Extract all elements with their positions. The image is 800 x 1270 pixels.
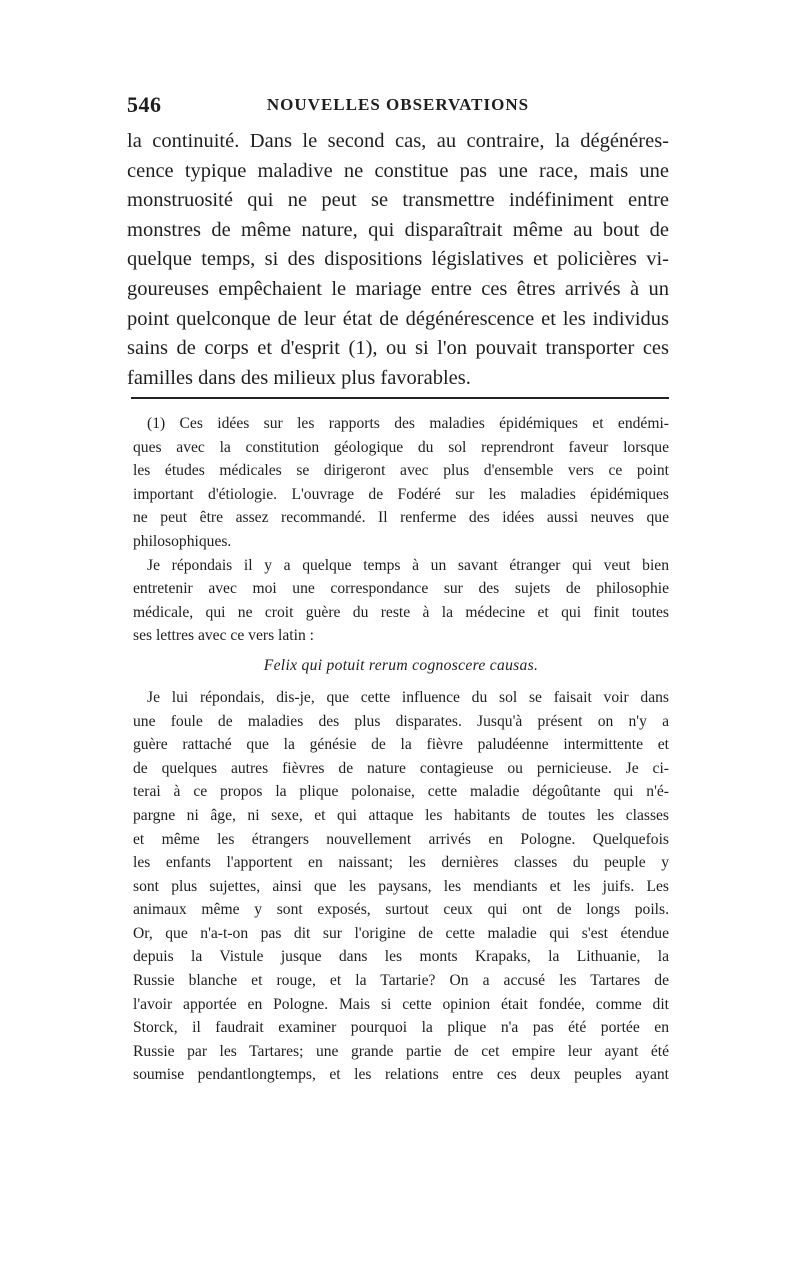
footnote-line: (1) Ces idées sur les rapports des maladies épidémiques et endémi- xyxy=(147,415,669,432)
footnote-line: animaux même y sont exposés, surtout ceux qui ont de longs poils. xyxy=(133,901,669,919)
latin-quote: Felix qui potuit rerum cognoscere causas. xyxy=(263,656,539,674)
footnote-line: Storck, il faudrait examiner pourquoi la plique n'a pas été portée en xyxy=(133,1019,669,1037)
body-line: cence typique maladive ne constitue pas une race, mais une xyxy=(127,159,669,182)
footnote-line: médicale, qui ne croit guère du reste à la médecine et qui finit toutes xyxy=(133,603,669,621)
footnote-line: ne peut être assez recommandé. Il renferme des idées aussi neuves que xyxy=(133,509,669,527)
footnote-line: depuis la Vistule jusque dans les monts Krapaks, la Lithuanie, la xyxy=(133,948,669,966)
footnote-line: Je répondais il y a quelque temps à un savant étranger qui veut bien xyxy=(147,556,669,574)
page-number: 546 xyxy=(127,92,162,117)
body-line: sains de corps et d'esprit (1), ou si l'on pouvait transporter ces xyxy=(127,337,669,360)
footnote-line: Russie blanche et rouge, et la Tartarie? On a accusé les Tartares de xyxy=(133,972,669,990)
footnote-line: l'avoir apportée en Pologne. Mais si cette opinion était fondée, comme dit xyxy=(133,995,669,1013)
footnote-line: ses lettres avec ce vers latin : xyxy=(133,627,314,645)
footnote-line: et même les étrangers nouvellement arrivés en Pologne. Quelquefois xyxy=(133,830,669,848)
footnote-line: Je lui répondais, dis-je, que cette influence du sol se faisait voir dans xyxy=(147,688,669,706)
body-line: quelque temps, si des dispositions législatives et policières vi- xyxy=(127,248,669,271)
footnote-line: ques avec la constitution géologique du sol reprendront faveur lorsque xyxy=(133,438,669,456)
footnote-line: une foule de maladies des plus disparates. Jusqu'à présent on n'y a xyxy=(133,712,669,730)
running-head xyxy=(127,92,669,122)
body-line: point quelconque de leur état de dégénérescence et les individus xyxy=(127,307,669,330)
footnote-line: les enfants l'apportent en naissant; les dernières classes du peuple y xyxy=(133,854,669,872)
footnote-line: important d'étiologie. L'ouvrage de Fodéré sur les maladies épidémiques xyxy=(133,485,669,503)
body-line: la continuité. Dans le second cas, au contraire, la dégénéres- xyxy=(127,130,669,152)
footnote-separator-rule xyxy=(131,397,669,399)
footnote-line: les études médicales se dirigeront avec plus d'ensemble vers ce point xyxy=(133,462,669,480)
footnote-line: Russie par les Tartares; une grande partie de cet empire leur ayant été xyxy=(133,1042,669,1060)
footnote-line: pargne ni âge, ni sexe, et qui attaque les habitants de toutes les classes xyxy=(133,806,669,824)
footnote-line: Or, que n'a-t-on pas dit sur l'origine de cette maladie qui s'est étendue xyxy=(133,924,669,942)
footnote-line: philosophiques. xyxy=(133,532,232,550)
running-title: NOUVELLES OBSERVATIONS xyxy=(266,95,530,114)
body-line: familles dans des milieux plus favorables. xyxy=(127,366,471,389)
footnote xyxy=(133,412,669,1087)
footnote-line: guère rattaché que la génésie de la fièvre paludéenne intermittente et xyxy=(133,736,669,754)
body-line: monstres de même nature, qui disparaîtrait même au bout de xyxy=(127,218,669,241)
footnote-line: entretenir avec moi une correspondance sur des sujets de philosophie xyxy=(133,580,669,598)
footnote-line: terai à ce propos la plique polonaise, cette maladie dégoûtante qui n'é- xyxy=(133,783,669,801)
footnote-line: soumise pendantlongtemps, et les relations entre ces deux peuples ayant xyxy=(133,1066,669,1084)
footnote-line: de quelques autres fièvres de nature contagieuse ou pernicieuse. Je ci- xyxy=(133,759,669,777)
body-line: goureuses empêchaient le mariage entre ces êtres arrivés à un xyxy=(127,277,669,300)
footnote-line: sont plus sujettes, ainsi que les paysans, les mendiants et les juifs. Les xyxy=(133,877,669,895)
body-text xyxy=(127,127,669,393)
body-line: monstruosité qui ne peut se transmettre indéfiniment entre xyxy=(127,189,669,212)
